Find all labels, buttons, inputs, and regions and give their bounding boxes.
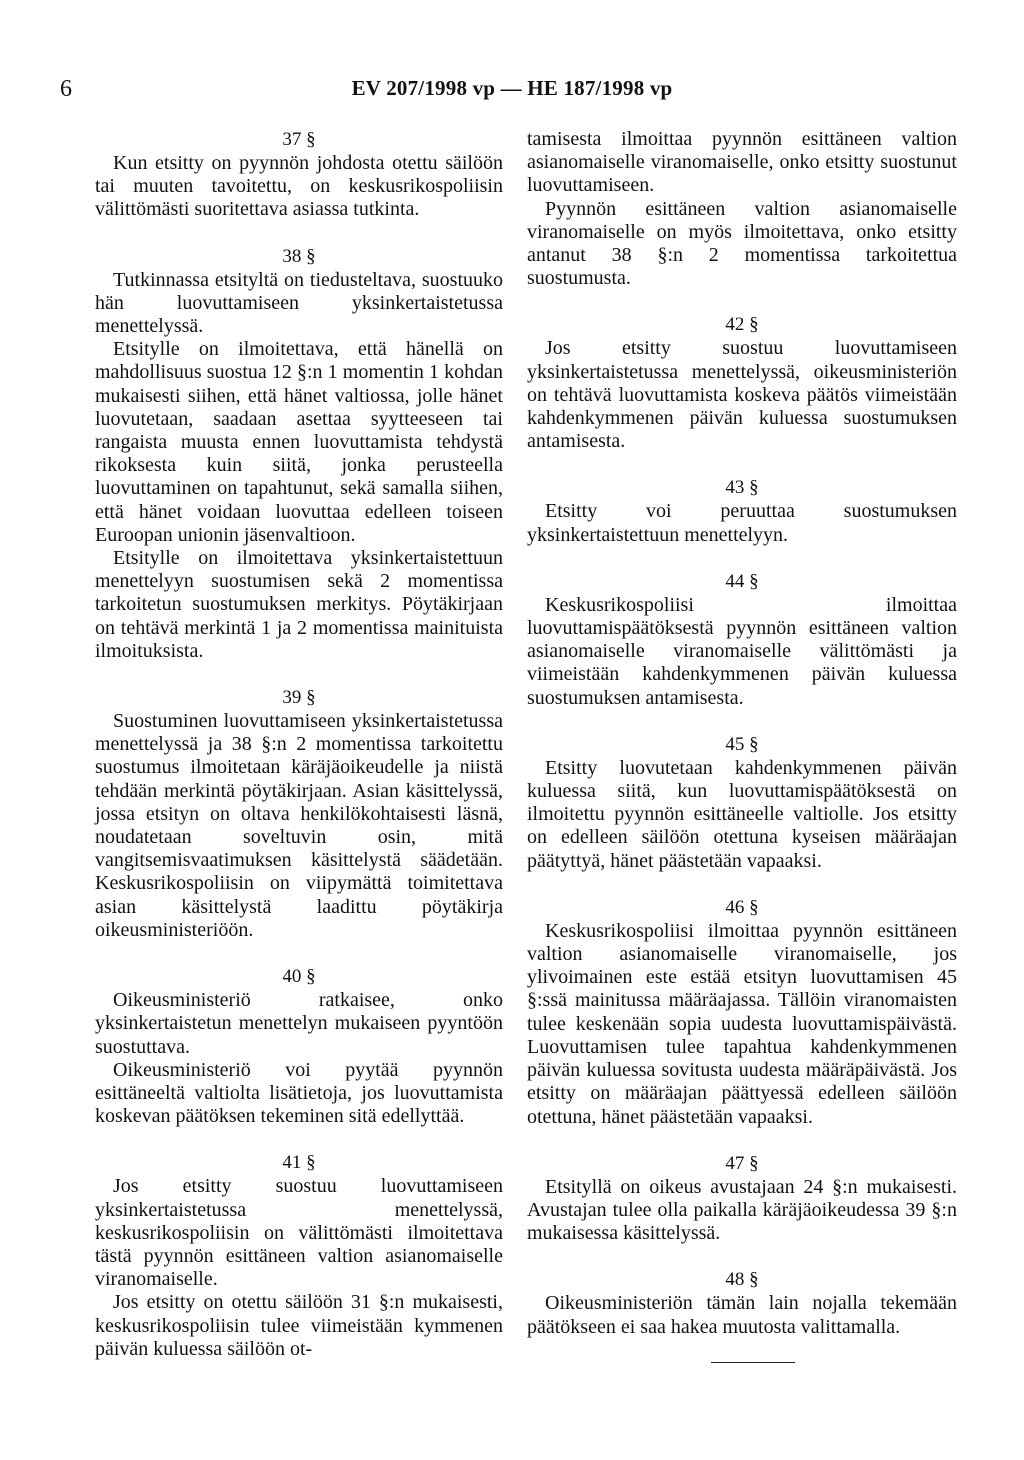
section-paragraph: Oikeusministeriö voi pyytää pyynnön esittäneeltä valtiolta lisätietoja, jos luovuttamista koskevan päätöksen tekeminen sitä edellyttää. — [95, 1058, 503, 1128]
section-40 — [95, 965, 503, 1128]
section-heading: 42 § — [725, 314, 759, 336]
section-paragraph: Etsitylle on ilmoitettava, että hänellä on mahdollisuus suostua 12 §:n 1 momentin 1 kohdan mukaisesti siihen, että hänet valtiossa, jolle hänet luovutetaan, saadaan asettaa syytteeseen tai rangaista muusta ennen luovuttamista tehdystä rikoksesta kuin siitä, jonka perusteella luovuttaminen on tapahtunut, sekä samalla siihen, että hänet voidaan luovuttaa edelleen toiseen Euroopan unionin jäsenvaltioon. — [95, 338, 503, 546]
page-number: 6 — [60, 76, 72, 102]
section-44 — [527, 570, 957, 710]
section-paragraph: Kun etsitty on pyynnön johdosta otettu säilöön tai muuten tavoitettu, on keskusrikospoliisin välittömästi suoritettava asiassa tutkinta. — [95, 152, 503, 221]
section-heading: 37 § — [282, 129, 316, 150]
right-column — [527, 128, 957, 1363]
section-paragraph: Tutkinnassa etsityltä on tiedusteltava, suostuuko hän luovuttamiseen yksinkertaistetussa menettelyssä. — [95, 268, 503, 338]
section-heading: 40 § — [282, 966, 316, 988]
section-heading: 48 § — [725, 1269, 759, 1291]
running-header: EV 207/1998 vp — HE 187/1998 vp — [351, 76, 673, 100]
section-paragraph: tamisesta ilmoittaa pyynnön esittäneen valtion asianomaiselle viranomaiselle, onko etsitty suostunut luovuttamiseen. — [527, 128, 957, 197]
section-38 — [95, 245, 503, 663]
section-46 — [527, 896, 957, 1129]
section-41 — [95, 1151, 503, 1361]
section-paragraph: Etsityllä on oikeus avustajaan 24 §:n mukaisesti. Avustajan tulee olla paikalla käräjäoikeudessa 39 §:n mukaisessa käsittelyssä. — [527, 1175, 957, 1245]
section-paragraph: Jos etsitty on otettu säilöön 31 §:n mukaisesti, keskusrikospoliisin tulee viimeistään kymmenen päivän kuluessa säilöön ot- — [95, 1291, 503, 1360]
section-47 — [527, 1152, 957, 1246]
section-paragraph: Pyynnön esittäneen valtion asianomaiselle viranomaiselle on myös ilmoitettava, onko etsitty antanut 38 §:n 2 momentissa tarkoitettua suostumusta. — [527, 197, 957, 290]
section-heading: 39 § — [282, 687, 316, 709]
section-heading: 47 § — [725, 1152, 759, 1174]
section-paragraph: Etsitty voi peruuttaa suostumuksen yksinkertaistettuun menettelyyn. — [527, 500, 957, 546]
end-rule — [711, 1362, 795, 1363]
section-paragraph: Jos etsitty suostuu luovuttamiseen yksinkertaistetussa menettelyssä, oikeusministeriön on tehtävä luovuttamista koskeva päätös viimeistään kahdenkymmenen päivän kuluessa suostumuksen antamisesta. — [527, 337, 957, 453]
section-37 — [95, 128, 503, 222]
section-paragraph: Keskusrikospoliisi ilmoittaa pyynnön esittäneen valtion asianomaiselle viranomaiselle, jos ylivoimainen este estää etsityn luovuttamisen 45 §:ssä mainitussa määräajassa. Tällöin viranomaisten tulee keskenään sopia uudesta luovuttamispäivästä. Luovuttamisen tulee tapahtua kahdenkymmenen päivän kuluessa sovitusta uudesta määräpäivästä. Jos etsitty on määräajan päättyessä edelleen säilöön otettuna, hänet päästetään vapaaksi. — [527, 919, 957, 1128]
section-paragraph: Keskusrikospoliisi ilmoittaa luovuttamispäätöksestä pyynnön esittäneen valtion asianomaiselle viranomaiselle välittömästi ja viimeistään kahdenkymmenen päivän kuluessa suostumuksen antamisesta. — [527, 593, 957, 709]
section-paragraph: Jos etsitty suostuu luovuttamiseen yksinkertaistetussa menettelyssä, keskusrikospoliisin on välittömästi ilmoitettava tästä pyynnön esittäneen valtion asianomaiselle viranomaiselle. — [95, 1175, 503, 1291]
left-column — [95, 128, 503, 1384]
section-43 — [527, 476, 957, 546]
section-48 — [527, 1268, 957, 1338]
section-paragraph: Suostuminen luovuttamiseen yksinkertaistetussa menettelyssä ja 38 §:n 2 momentissa tarkoitettu suostumus ilmoitetaan käräjäoikeudelle ja niistä tehdään merkintä pöytäkirjaan. Asian käsittelyssä, jossa etsityn on oltava henkilökohtaisesti läsnä, noudatetaan soveltuvin osin, mitä vangitsemisvaatimuksen käsittelystä säädetään. Keskusrikospoliisin on viipymättä toimitettava asian käsittelystä laadittu pöytäkirja oikeusministeriöön. — [95, 710, 503, 941]
section-heading: 38 § — [282, 245, 316, 267]
section-heading: 44 § — [725, 570, 759, 592]
section-heading: 41 § — [282, 1152, 316, 1174]
section-41-continued — [527, 128, 957, 290]
section-heading: 46 § — [725, 896, 759, 918]
section-paragraph: Etsitty luovutetaan kahdenkymmenen päivän kuluessa siitä, kun luovuttamispäätöksestä on ilmoitettu pyynnön esittäneelle valtiolle. Jos etsitty on edelleen säilöön otettuna kyseisen määräajan päätyttyä, hänet päästetään vapaaksi. — [527, 756, 957, 872]
section-paragraph: Oikeusministeriö ratkaisee, onko yksinkertaistetun menettelyn mukaiseen pyyntöön suostuttava. — [95, 989, 503, 1058]
section-paragraph: Oikeusministeriön tämän lain nojalla tekemään päätökseen ei saa hakea muutosta valittamalla. — [527, 1292, 957, 1338]
section-45 — [527, 733, 957, 873]
section-paragraph: Etsitylle on ilmoitettava yksinkertaistettuun menettelyyn suostumisen sekä 2 momentissa tarkoitetun suostumuksen merkitys. Pöytäkirjaan on tehtävä merkintä 1 ja 2 momentissa mainituista ilmoituksista. — [95, 547, 503, 662]
section-heading: 43 § — [725, 477, 759, 499]
section-39 — [95, 686, 503, 942]
section-42 — [527, 313, 957, 453]
section-heading: 45 § — [725, 733, 759, 755]
